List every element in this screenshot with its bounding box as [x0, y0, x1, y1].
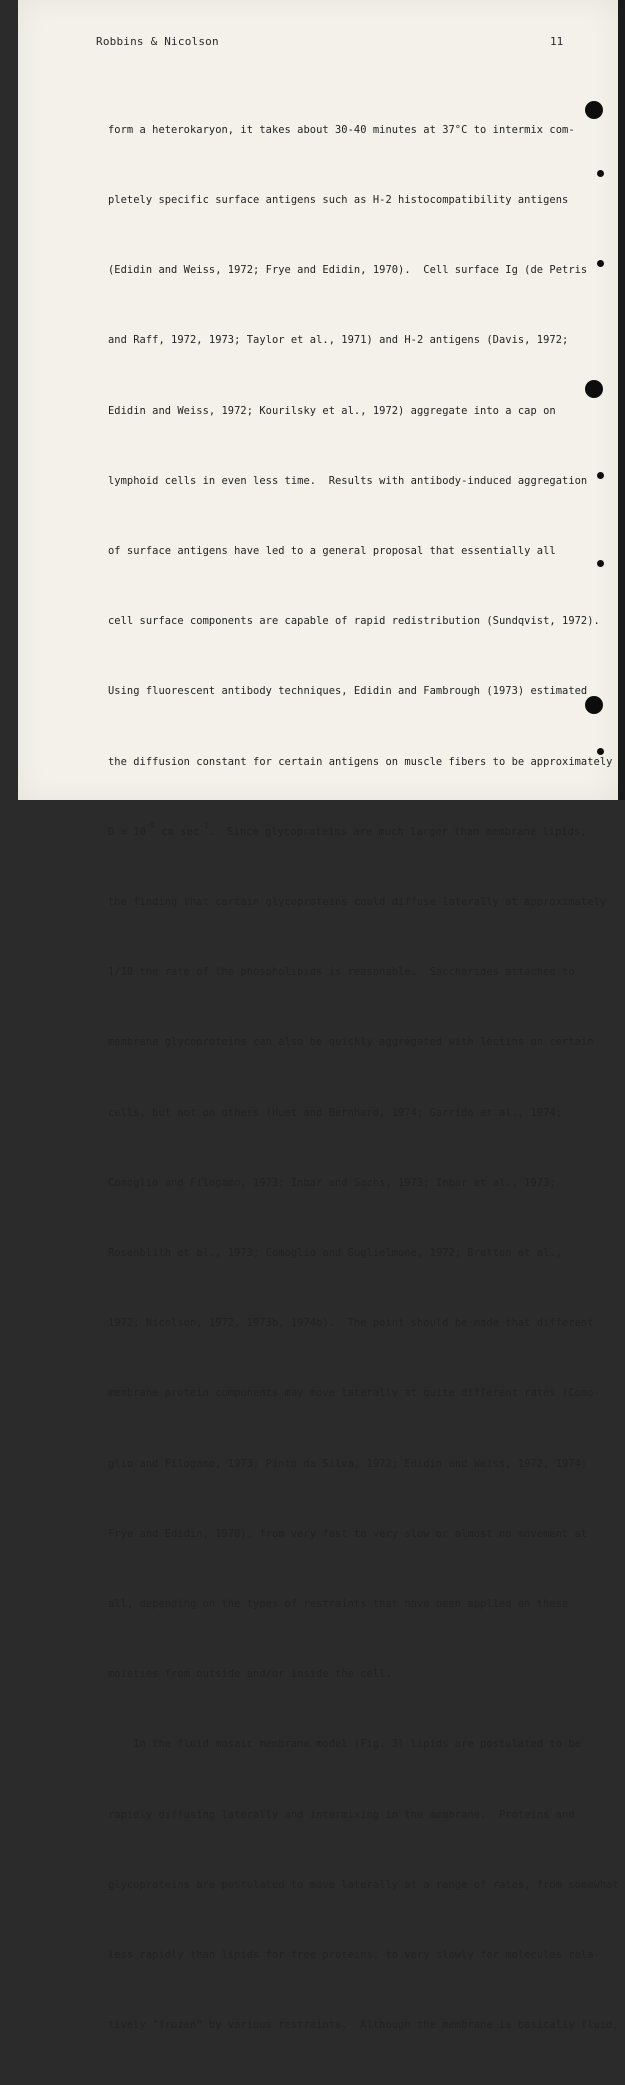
text-line: membrane glycoproteins can also be quickly aggregated with lectins on certain: [108, 1036, 594, 1049]
text-line: 1/10 the rate of the phospholipids is reasonable. Saccharides attached to: [108, 966, 575, 979]
text-line: Comoglio and Filogamo, 1973; Inbar and Sachs, 1973; Inbar et al., 1973;: [108, 1176, 556, 1189]
text-line: the finding that certain glycoproteins could diffuse laterally at approximately: [108, 896, 607, 909]
text-line: Rosenblith et al., 1973; Comoglio and Guglielmone, 1972; Bretton et al.,: [108, 1247, 563, 1260]
text-line: tively "frozen" by various restraints. Although the membrane is basically fluid,: [108, 2019, 619, 2032]
punch-hole-icon: [585, 380, 603, 398]
formula-prefix: D ≅ 10: [108, 825, 146, 838]
text-line: less rapidly than lipids for free proteins, to very slowly for molecules rela-: [108, 1949, 600, 1962]
text-line: cells, but not on others (Huet and Bernhard, 1974; Garrido et al., 1974;: [108, 1106, 563, 1119]
page-number: 11: [550, 35, 564, 48]
text-line: lymphoid cells in even less time. Results with antibody-induced aggregation: [108, 474, 588, 487]
text-line: Frye and Edidin, 1970), from very fast to very slow or almost no movement at: [108, 1527, 588, 1540]
text-line: cell surface components are capable of rapid redistribution (Sundqvist, 1972).: [108, 615, 600, 628]
text-line: Using fluorescent antibody techniques, Edidin and Fambrough (1973) estimated: [108, 685, 588, 698]
text-line: In the fluid mosaic membrane model (Fig. 3) lipids are postulated to be: [108, 1738, 581, 1751]
text-line: of surface antigens have led to a general proposal that essentially all: [108, 545, 556, 558]
text-line: rapidly diffusing laterally and intermixing in the membrane. Proteins and: [108, 1808, 575, 1821]
punch-hole-icon: [597, 748, 604, 755]
punch-hole-icon: [585, 696, 603, 714]
formula-suffix: . Since glycoproteins are much larger than membrane lipids,: [208, 825, 587, 838]
formula-line: [108, 821, 588, 844]
text-line: membrane protein components may move laterally at quite different rates (Como-: [108, 1387, 600, 1400]
text-line: form a heterokaryon, it takes about 30-40 minutes at 37°C to intermix com-: [108, 123, 575, 136]
text-line: and Raff, 1972, 1973; Taylor et al., 1971) and H-2 antigens (Davis, 1972;: [108, 334, 569, 347]
text-line: pletely specific surface antigens such as H-2 histocompatibility antigens: [108, 194, 569, 207]
text-line: the diffusion constant for certain antigens on muscle fibers to be approximately: [108, 755, 613, 768]
punch-hole-icon: [585, 101, 603, 119]
text-line: 1972; Nicolson, 1972, 1973b, 1974b). The point should be made that different: [108, 1317, 594, 1330]
text-line: (Edidin and Weiss, 1972; Frye and Edidin, 1970). Cell surface Ig (de Petris: [108, 264, 588, 277]
punch-hole-icon: [597, 560, 604, 567]
punch-hole-icon: [597, 472, 604, 479]
text-line: glycoproteins are postulated to move laterally at a range of rates, from somewhat: [108, 1878, 619, 1891]
text-line: moieties from outside and/or inside the cell.: [108, 1668, 392, 1681]
body-text: [108, 72, 619, 2085]
formula-unit: cm sec: [154, 825, 200, 838]
exponent: -1: [199, 821, 209, 831]
punch-hole-icon: [597, 260, 604, 267]
text-line: glio and Filogamo, 1973; Pinto da Silva, 1972; Edidin and Weiss, 1972, 1974;: [108, 1457, 588, 1470]
text-line: Edidin and Weiss, 1972; Kourilsky et al., 1972) aggregate into a cap on: [108, 404, 556, 417]
punch-hole-icon: [597, 170, 604, 177]
running-header-authors: Robbins & Nicolson: [96, 35, 219, 48]
document-page: [18, 0, 619, 2032]
scan-edge: [618, 0, 625, 800]
text-line: all, depending on the types of restraints that have been applied on these: [108, 1598, 569, 1611]
exponent: -9: [145, 821, 155, 831]
